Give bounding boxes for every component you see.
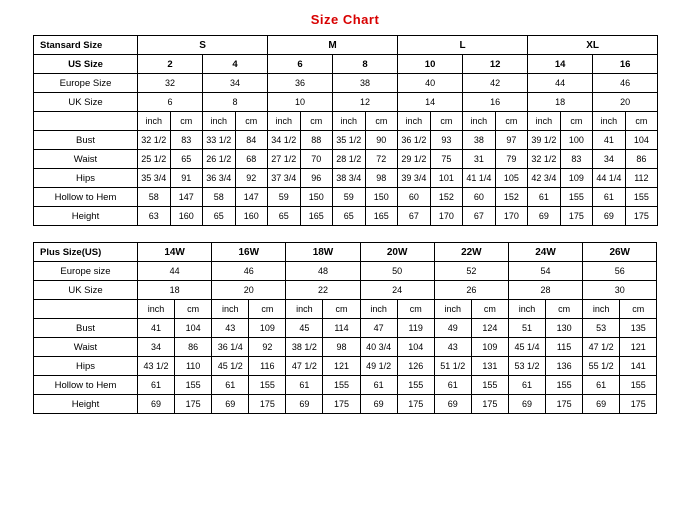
group-header-24w: 24W bbox=[508, 243, 582, 262]
cell: 155 bbox=[471, 376, 508, 395]
cell: 12 bbox=[463, 55, 528, 74]
cell: 155 bbox=[249, 376, 286, 395]
cell-unit: inch bbox=[398, 112, 431, 131]
table-row bbox=[34, 319, 657, 338]
cell: 170 bbox=[495, 207, 528, 226]
cell: 155 bbox=[620, 376, 657, 395]
unit-row-blank bbox=[34, 300, 138, 319]
cell: 155 bbox=[397, 376, 434, 395]
cell: 101 bbox=[430, 169, 463, 188]
cell: 175 bbox=[175, 395, 212, 414]
cell: 47 bbox=[360, 319, 397, 338]
cell: 60 bbox=[398, 188, 431, 207]
cell: 116 bbox=[249, 357, 286, 376]
cell-unit: inch bbox=[434, 300, 471, 319]
cell: 96 bbox=[300, 169, 333, 188]
cell: 115 bbox=[546, 338, 583, 357]
table-row bbox=[34, 243, 657, 262]
cell: 34 bbox=[593, 150, 626, 169]
plus-size-table-wrap bbox=[33, 242, 657, 414]
cell: 55 1/2 bbox=[583, 357, 620, 376]
cell: 105 bbox=[495, 169, 528, 188]
cell: 150 bbox=[300, 188, 333, 207]
cell: 44 bbox=[528, 74, 593, 93]
cell: 43 1/2 bbox=[138, 357, 175, 376]
cell: 38 1/2 bbox=[286, 338, 323, 357]
cell: 38 bbox=[463, 131, 496, 150]
row-label-hollow-to-hem: Hollow to Hem bbox=[34, 188, 138, 207]
cell: 121 bbox=[620, 338, 657, 357]
cell: 33 1/2 bbox=[203, 131, 236, 150]
cell: 47 1/2 bbox=[286, 357, 323, 376]
cell: 152 bbox=[430, 188, 463, 207]
cell: 61 bbox=[583, 376, 620, 395]
cell: 59 bbox=[333, 188, 366, 207]
table-row bbox=[34, 150, 658, 169]
cell: 38 bbox=[333, 74, 398, 93]
cell: 65 bbox=[170, 150, 203, 169]
group-header-s: S bbox=[138, 36, 268, 55]
cell: 46 bbox=[593, 74, 658, 93]
cell: 49 bbox=[434, 319, 471, 338]
cell: 97 bbox=[495, 131, 528, 150]
cell: 61 bbox=[286, 376, 323, 395]
group-header-22w: 22W bbox=[434, 243, 508, 262]
table-row bbox=[34, 74, 658, 93]
cell-unit: inch bbox=[286, 300, 323, 319]
group-header-20w: 20W bbox=[360, 243, 434, 262]
cell: 67 bbox=[398, 207, 431, 226]
cell-unit: cm bbox=[620, 300, 657, 319]
row-label-europe-size: Europe size bbox=[34, 262, 138, 281]
cell: 59 bbox=[268, 188, 301, 207]
cell: 45 1/2 bbox=[212, 357, 249, 376]
cell: 27 1/2 bbox=[268, 150, 301, 169]
cell: 104 bbox=[397, 338, 434, 357]
cell: 50 bbox=[360, 262, 434, 281]
cell: 43 bbox=[212, 319, 249, 338]
cell: 48 bbox=[286, 262, 360, 281]
table-row bbox=[34, 55, 658, 74]
cell-unit: cm bbox=[323, 300, 360, 319]
cell: 28 bbox=[508, 281, 582, 300]
cell: 14 bbox=[528, 55, 593, 74]
cell: 160 bbox=[235, 207, 268, 226]
cell: 42 3/4 bbox=[528, 169, 561, 188]
row-label-bust: Bust bbox=[34, 319, 138, 338]
cell: 61 bbox=[508, 376, 545, 395]
cell-unit: cm bbox=[560, 112, 593, 131]
cell: 47 1/2 bbox=[583, 338, 620, 357]
cell: 70 bbox=[300, 150, 333, 169]
page-title: Size Chart bbox=[310, 12, 380, 27]
cell-unit: inch bbox=[593, 112, 626, 131]
cell: 121 bbox=[323, 357, 360, 376]
cell: 35 1/2 bbox=[333, 131, 366, 150]
cell: 14 bbox=[398, 93, 463, 112]
row-label-europe-size: Europe Size bbox=[34, 74, 138, 93]
cell: 34 bbox=[203, 74, 268, 93]
cell-unit: inch bbox=[138, 112, 171, 131]
cell-unit: inch bbox=[463, 112, 496, 131]
cell: 69 bbox=[138, 395, 175, 414]
cell-unit: cm bbox=[495, 112, 528, 131]
cell-unit: inch bbox=[203, 112, 236, 131]
cell: 65 bbox=[203, 207, 236, 226]
cell: 65 bbox=[333, 207, 366, 226]
table-row bbox=[34, 188, 658, 207]
row-label-bust: Bust bbox=[34, 131, 138, 150]
cell: 92 bbox=[235, 169, 268, 188]
cell-unit: cm bbox=[235, 112, 268, 131]
table-row bbox=[34, 338, 657, 357]
cell: 165 bbox=[300, 207, 333, 226]
cell-unit: cm bbox=[249, 300, 286, 319]
plus-header-label: Plus Size(US) bbox=[34, 243, 138, 262]
cell: 36 1/2 bbox=[398, 131, 431, 150]
cell: 175 bbox=[323, 395, 360, 414]
standard-header-label: Stansard Size bbox=[34, 36, 138, 55]
row-label-hips: Hips bbox=[34, 357, 138, 376]
cell: 39 1/2 bbox=[528, 131, 561, 150]
cell: 37 3/4 bbox=[268, 169, 301, 188]
row-label-us-size: US Size bbox=[34, 55, 138, 74]
cell: 54 bbox=[508, 262, 582, 281]
cell: 44 bbox=[138, 262, 212, 281]
cell: 83 bbox=[560, 150, 593, 169]
cell: 141 bbox=[620, 357, 657, 376]
cell: 2 bbox=[138, 55, 203, 74]
cell-unit: inch bbox=[268, 112, 301, 131]
cell: 61 bbox=[434, 376, 471, 395]
cell: 35 3/4 bbox=[138, 169, 171, 188]
cell: 53 bbox=[583, 319, 620, 338]
table-row bbox=[34, 169, 658, 188]
cell: 31 bbox=[463, 150, 496, 169]
cell: 24 bbox=[360, 281, 434, 300]
cell: 61 bbox=[593, 188, 626, 207]
table-row-units bbox=[34, 112, 658, 131]
cell-unit: inch bbox=[508, 300, 545, 319]
cell: 12 bbox=[333, 93, 398, 112]
table-row bbox=[34, 281, 657, 300]
cell: 114 bbox=[323, 319, 360, 338]
cell: 58 bbox=[138, 188, 171, 207]
cell: 69 bbox=[528, 207, 561, 226]
cell: 69 bbox=[360, 395, 397, 414]
cell: 170 bbox=[430, 207, 463, 226]
cell: 90 bbox=[365, 131, 398, 150]
cell: 29 1/2 bbox=[398, 150, 431, 169]
cell: 69 bbox=[593, 207, 626, 226]
cell-unit: cm bbox=[397, 300, 434, 319]
cell: 18 bbox=[528, 93, 593, 112]
cell: 60 bbox=[463, 188, 496, 207]
cell: 41 1/4 bbox=[463, 169, 496, 188]
cell: 175 bbox=[249, 395, 286, 414]
row-label-height: Height bbox=[34, 395, 138, 414]
cell: 34 bbox=[138, 338, 175, 357]
table-row-units bbox=[34, 300, 657, 319]
cell: 32 1/2 bbox=[528, 150, 561, 169]
cell: 38 3/4 bbox=[333, 169, 366, 188]
cell: 58 bbox=[203, 188, 236, 207]
cell: 30 bbox=[583, 281, 657, 300]
row-label-waist: Waist bbox=[34, 338, 138, 357]
cell: 135 bbox=[620, 319, 657, 338]
cell: 147 bbox=[170, 188, 203, 207]
cell: 45 bbox=[286, 319, 323, 338]
cell: 92 bbox=[249, 338, 286, 357]
cell: 10 bbox=[398, 55, 463, 74]
cell: 40 bbox=[398, 74, 463, 93]
cell: 22 bbox=[286, 281, 360, 300]
cell: 109 bbox=[471, 338, 508, 357]
cell: 41 bbox=[138, 319, 175, 338]
group-header-14w: 14W bbox=[138, 243, 212, 262]
cell: 155 bbox=[625, 188, 658, 207]
cell: 110 bbox=[175, 357, 212, 376]
cell: 45 1/4 bbox=[508, 338, 545, 357]
row-label-height: Height bbox=[34, 207, 138, 226]
cell: 46 bbox=[212, 262, 286, 281]
cell: 16 bbox=[593, 55, 658, 74]
group-header-xl: XL bbox=[528, 36, 658, 55]
cell: 20 bbox=[212, 281, 286, 300]
cell: 51 1/2 bbox=[434, 357, 471, 376]
table-row bbox=[34, 357, 657, 376]
cell: 52 bbox=[434, 262, 508, 281]
cell: 109 bbox=[249, 319, 286, 338]
row-label-uk-size: UK Size bbox=[34, 93, 138, 112]
cell: 150 bbox=[365, 188, 398, 207]
cell: 175 bbox=[546, 395, 583, 414]
cell-unit: inch bbox=[212, 300, 249, 319]
cell: 63 bbox=[138, 207, 171, 226]
cell: 69 bbox=[434, 395, 471, 414]
cell: 44 1/4 bbox=[593, 169, 626, 188]
cell: 160 bbox=[170, 207, 203, 226]
cell: 119 bbox=[397, 319, 434, 338]
cell-unit: inch bbox=[360, 300, 397, 319]
cell: 51 bbox=[508, 319, 545, 338]
cell: 155 bbox=[546, 376, 583, 395]
cell-unit: cm bbox=[430, 112, 463, 131]
row-label-waist: Waist bbox=[34, 150, 138, 169]
cell: 98 bbox=[323, 338, 360, 357]
group-header-m: M bbox=[268, 36, 398, 55]
cell: 88 bbox=[300, 131, 333, 150]
row-label-hips: Hips bbox=[34, 169, 138, 188]
cell: 175 bbox=[620, 395, 657, 414]
cell-unit: cm bbox=[170, 112, 203, 131]
table-row bbox=[34, 131, 658, 150]
plus-size-table bbox=[33, 242, 657, 414]
cell: 61 bbox=[138, 376, 175, 395]
cell: 112 bbox=[625, 169, 658, 188]
cell: 39 3/4 bbox=[398, 169, 431, 188]
cell: 49 1/2 bbox=[360, 357, 397, 376]
cell: 32 1/2 bbox=[138, 131, 171, 150]
row-label-uk-size: UK Size bbox=[34, 281, 138, 300]
cell: 8 bbox=[203, 93, 268, 112]
table-gap bbox=[33, 226, 657, 242]
cell: 36 3/4 bbox=[203, 169, 236, 188]
cell: 10 bbox=[268, 93, 333, 112]
cell: 36 bbox=[268, 74, 333, 93]
cell: 34 1/2 bbox=[268, 131, 301, 150]
group-header-l: L bbox=[398, 36, 528, 55]
cell: 104 bbox=[175, 319, 212, 338]
table-row bbox=[34, 207, 658, 226]
cell: 155 bbox=[175, 376, 212, 395]
cell: 61 bbox=[212, 376, 249, 395]
standard-size-table bbox=[33, 35, 658, 226]
table-row bbox=[34, 93, 658, 112]
cell: 43 bbox=[434, 338, 471, 357]
cell: 61 bbox=[528, 188, 561, 207]
cell: 109 bbox=[560, 169, 593, 188]
cell: 84 bbox=[235, 131, 268, 150]
cell-unit: inch bbox=[333, 112, 366, 131]
cell: 6 bbox=[138, 93, 203, 112]
unit-row-blank bbox=[34, 112, 138, 131]
cell: 75 bbox=[430, 150, 463, 169]
cell: 41 bbox=[593, 131, 626, 150]
cell: 130 bbox=[546, 319, 583, 338]
cell: 40 3/4 bbox=[360, 338, 397, 357]
cell: 69 bbox=[508, 395, 545, 414]
cell: 100 bbox=[560, 131, 593, 150]
cell: 26 bbox=[434, 281, 508, 300]
cell-unit: inch bbox=[528, 112, 561, 131]
row-label-hollow-to-hem: Hollow to Hem bbox=[34, 376, 138, 395]
group-header-26w: 26W bbox=[583, 243, 657, 262]
cell: 67 bbox=[463, 207, 496, 226]
cell: 32 bbox=[138, 74, 203, 93]
cell-unit: inch bbox=[138, 300, 175, 319]
cell: 104 bbox=[625, 131, 658, 150]
cell-unit: inch bbox=[583, 300, 620, 319]
table-row bbox=[34, 376, 657, 395]
cell: 86 bbox=[175, 338, 212, 357]
cell: 16 bbox=[463, 93, 528, 112]
cell: 126 bbox=[397, 357, 434, 376]
cell: 155 bbox=[323, 376, 360, 395]
group-header-18w: 18W bbox=[286, 243, 360, 262]
cell: 36 1/4 bbox=[212, 338, 249, 357]
group-header-16w: 16W bbox=[212, 243, 286, 262]
standard-size-table-wrap bbox=[33, 35, 657, 226]
cell: 175 bbox=[397, 395, 434, 414]
cell: 56 bbox=[583, 262, 657, 281]
cell: 147 bbox=[235, 188, 268, 207]
cell: 175 bbox=[560, 207, 593, 226]
cell: 175 bbox=[625, 207, 658, 226]
cell: 69 bbox=[286, 395, 323, 414]
table-row bbox=[34, 395, 657, 414]
cell: 152 bbox=[495, 188, 528, 207]
cell-unit: cm bbox=[300, 112, 333, 131]
cell: 69 bbox=[583, 395, 620, 414]
cell: 98 bbox=[365, 169, 398, 188]
cell-unit: cm bbox=[365, 112, 398, 131]
cell: 42 bbox=[463, 74, 528, 93]
cell: 165 bbox=[365, 207, 398, 226]
cell: 65 bbox=[268, 207, 301, 226]
cell: 131 bbox=[471, 357, 508, 376]
cell: 93 bbox=[430, 131, 463, 150]
cell: 136 bbox=[546, 357, 583, 376]
cell: 18 bbox=[138, 281, 212, 300]
cell-unit: cm bbox=[546, 300, 583, 319]
cell: 8 bbox=[333, 55, 398, 74]
cell: 175 bbox=[471, 395, 508, 414]
cell-unit: cm bbox=[471, 300, 508, 319]
cell: 6 bbox=[268, 55, 333, 74]
cell: 61 bbox=[360, 376, 397, 395]
cell: 25 1/2 bbox=[138, 150, 171, 169]
table-row bbox=[34, 262, 657, 281]
cell: 26 1/2 bbox=[203, 150, 236, 169]
cell: 28 1/2 bbox=[333, 150, 366, 169]
cell: 155 bbox=[560, 188, 593, 207]
cell-unit: cm bbox=[175, 300, 212, 319]
cell: 4 bbox=[203, 55, 268, 74]
cell: 124 bbox=[471, 319, 508, 338]
cell: 53 1/2 bbox=[508, 357, 545, 376]
cell: 83 bbox=[170, 131, 203, 150]
cell: 20 bbox=[593, 93, 658, 112]
cell: 68 bbox=[235, 150, 268, 169]
cell-unit: cm bbox=[625, 112, 658, 131]
cell: 69 bbox=[212, 395, 249, 414]
cell: 72 bbox=[365, 150, 398, 169]
cell: 79 bbox=[495, 150, 528, 169]
cell: 86 bbox=[625, 150, 658, 169]
cell: 91 bbox=[170, 169, 203, 188]
table-row bbox=[34, 36, 658, 55]
